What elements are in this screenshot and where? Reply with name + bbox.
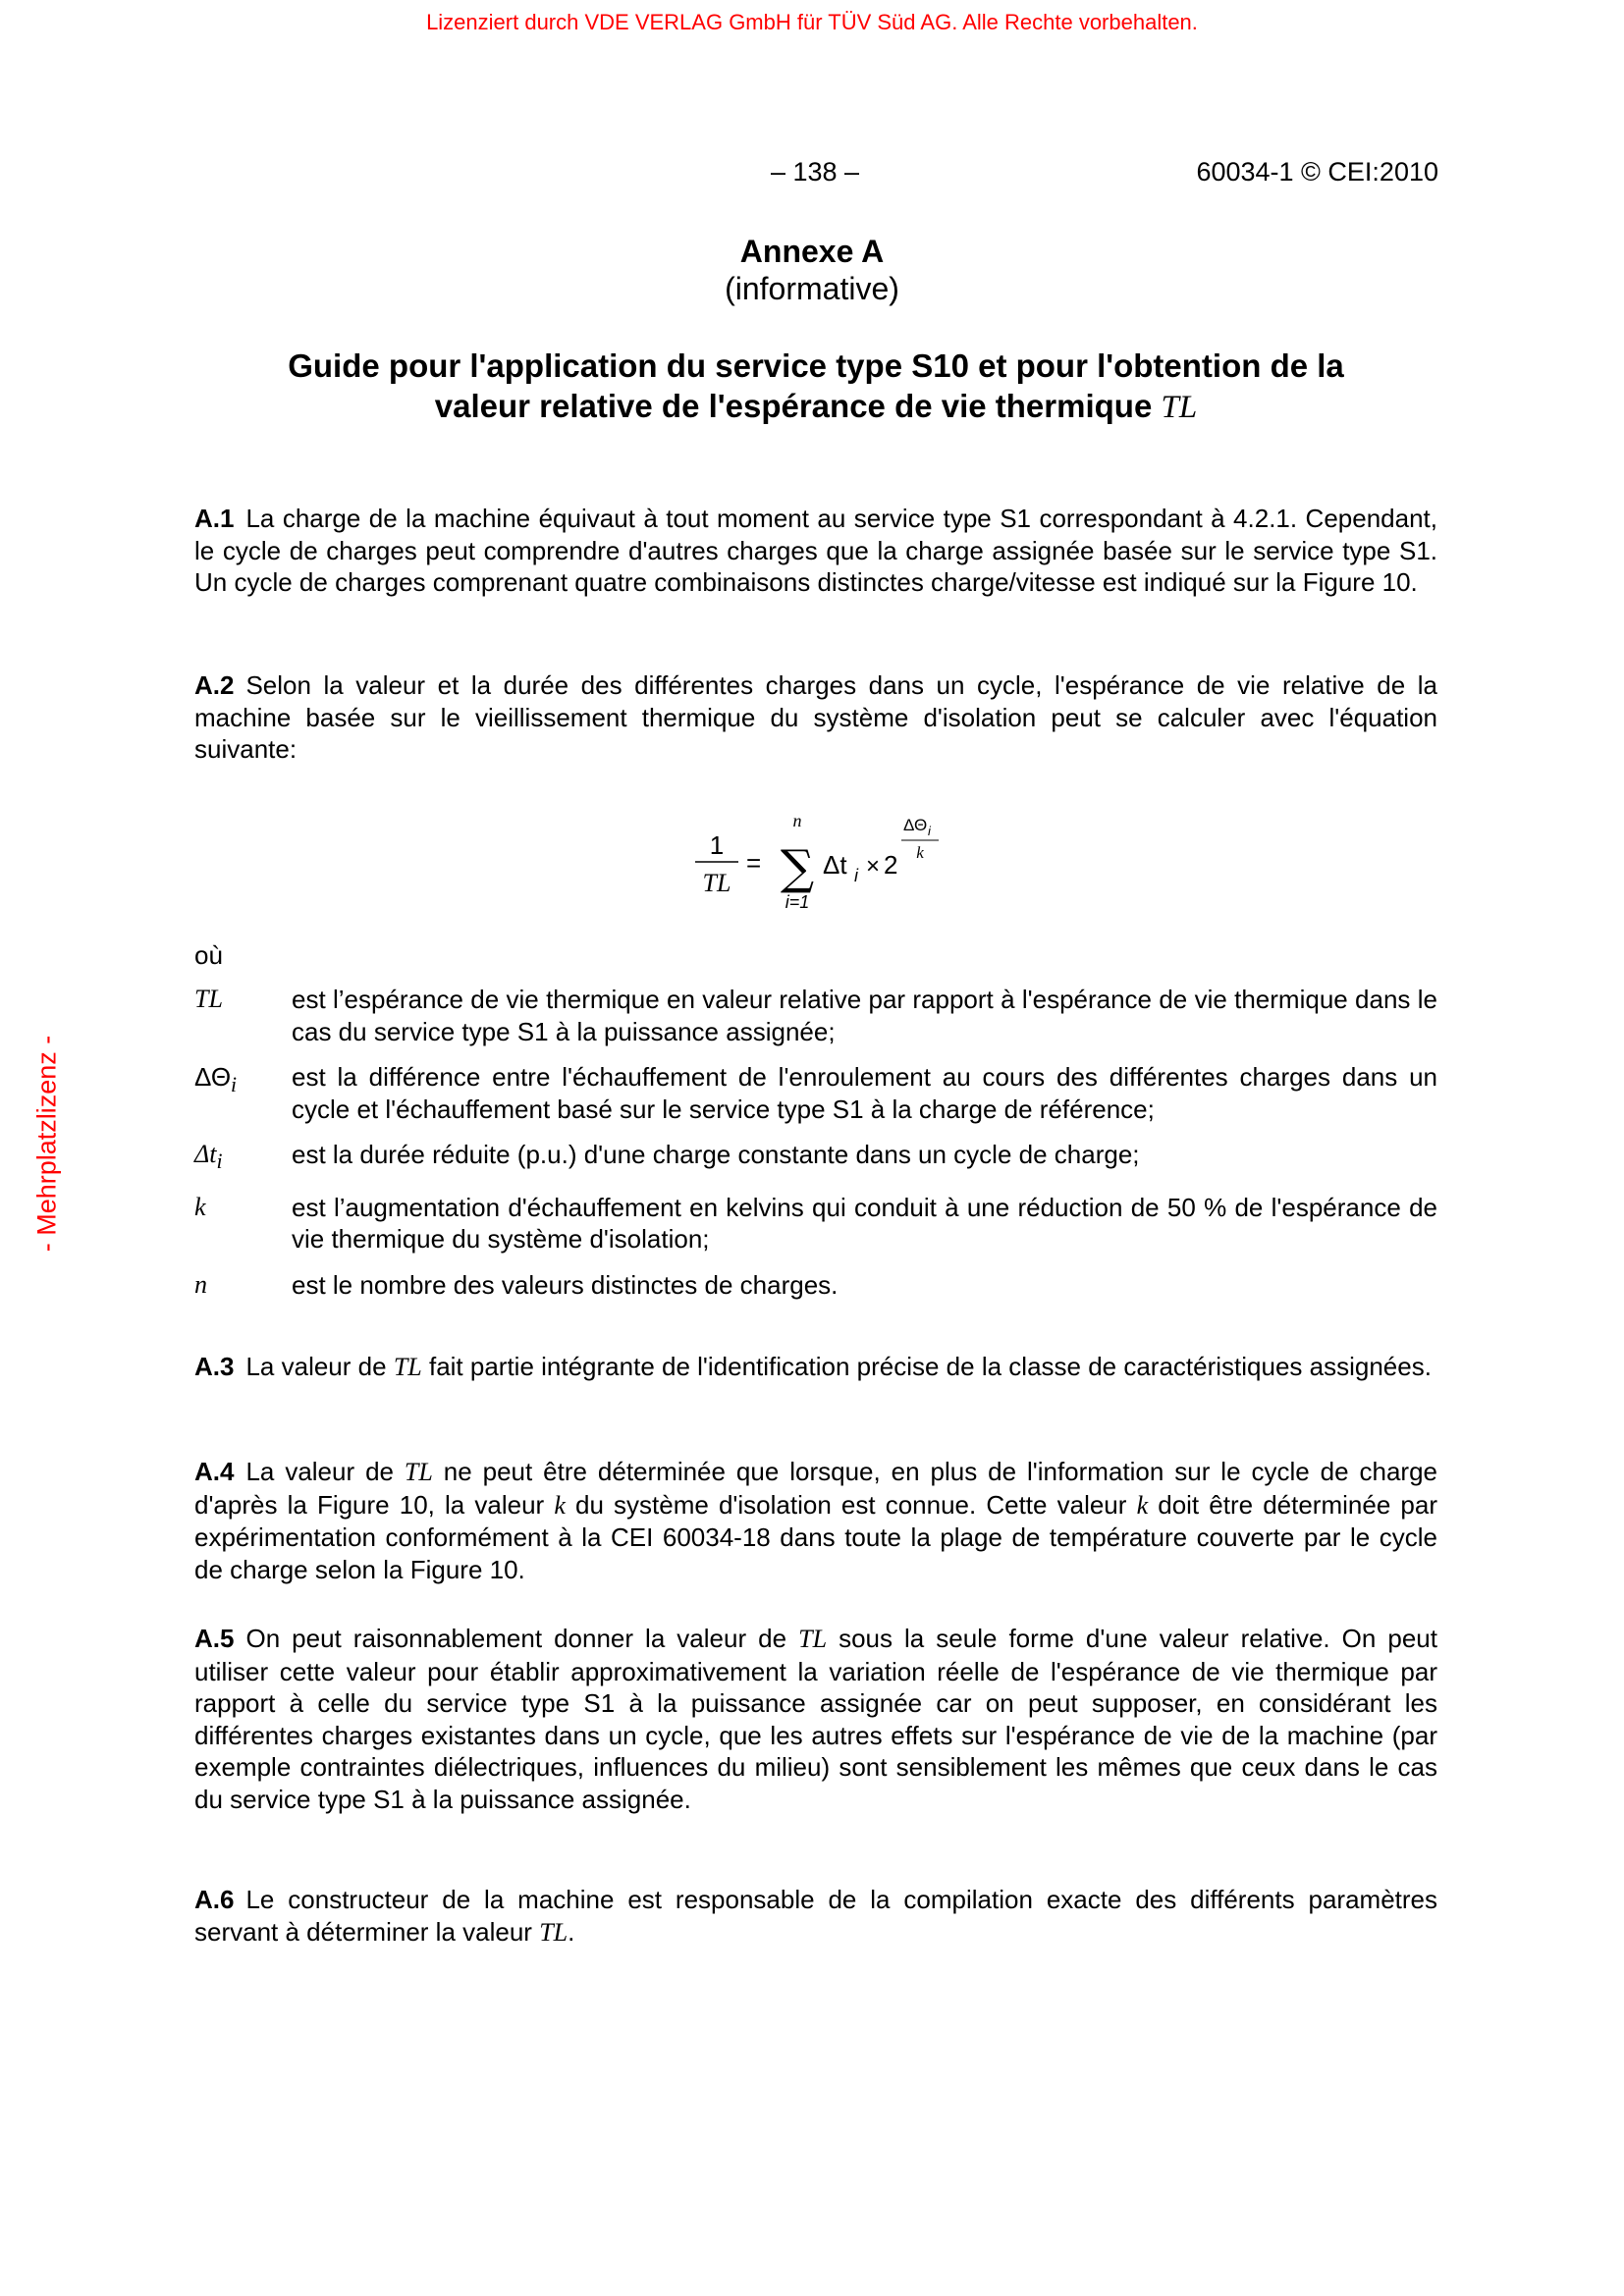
heading-line-1: Guide pour l'application du service type S10 et pour l'obtention de la — [288, 347, 1344, 384]
definition-item — [194, 1269, 1437, 1302]
delta-t-subscript: i — [854, 866, 858, 885]
fraction-denominator: TL — [702, 869, 731, 897]
license-watermark: Lizenziert durch VDE VERLAG GmbH für TÜV Süd AG. Alle Rechte vorbehalten. — [426, 10, 1198, 34]
tl-symbol: TL — [393, 1353, 422, 1381]
annex-heading — [194, 346, 1437, 428]
k-symbol: k — [554, 1490, 566, 1520]
heading-symbol: TL — [1161, 390, 1198, 425]
summation-sign: ∑ — [780, 840, 815, 895]
definition-item — [194, 984, 1437, 1047]
clause-number: A.5 — [194, 1624, 235, 1653]
paragraph-a1 — [194, 503, 1437, 599]
tl-symbol: TL — [539, 1917, 568, 1947]
times-sign: × — [866, 853, 881, 880]
where-label: où — [194, 940, 223, 970]
definition-text: est l’espérance de vie thermique en valeur relative par rapport à l'espérance de vie thermique dans le cas du service type S1 à la puissance assignée; — [292, 985, 1437, 1046]
annex-title: Annexe A — [739, 234, 885, 269]
sum-lower-limit: i=1 — [785, 892, 810, 912]
definition-symbol: n — [194, 1269, 207, 1299]
thermal-life-equation — [687, 805, 962, 923]
definition-text: est le nombre des valeurs distinctes de charges. — [292, 1269, 839, 1300]
tl-symbol: TL — [798, 1625, 828, 1653]
definition-item — [194, 1192, 1437, 1255]
fraction-numerator: 1 — [709, 830, 725, 860]
clause-number: A.2 — [194, 670, 235, 700]
paragraph-a2 — [194, 669, 1437, 766]
sum-upper-limit: n — [792, 811, 802, 830]
paragraph-text: Selon la valeur et la durée des différentes charges dans un cycle, l'espérance de vie relative de la machine basée sur le vieillissement thermique du système d'isolation peut se calculer avec l'équation suivante: — [194, 670, 1437, 764]
tl-symbol: TL — [404, 1458, 433, 1486]
definition-symbol: k — [194, 1192, 206, 1221]
definition-item — [194, 1061, 1437, 1125]
clause-number: A.4 — [194, 1457, 235, 1486]
standard-reference: 60034-1 © CEI:2010 — [1196, 157, 1438, 187]
definition-text: est la différence entre l'échauffement de l'enroulement au cours des différentes charges dans un cycle et l'échauffement basé sur le service type S1 à la charge de référence; — [292, 1062, 1437, 1124]
definition-symbol: TL — [194, 985, 223, 1013]
paragraph-a5: A.5 On peut raisonnablement donner la valeur de TL sous la seule forme d'une valeur relative. On peut utiliser cette valeur pour établir approximativement la variation réelle de l'espérance de vie thermique par rapport à celle du service type S1 à la puissance assignée car on peut supposer, en considérant les différentes charges existantes dans un cycle, que les autres effets sur l'espérance de vie de la machine (par exemple contraintes diélectriques, influences du milieu) sont sensiblement les mêmes que ceux dans le cas du service type S1 à la puissance assignée. — [194, 1624, 1437, 1814]
exponent-denominator: k — [916, 843, 924, 862]
k-symbol: k — [1136, 1490, 1149, 1520]
definitions-list — [194, 984, 1437, 1314]
delta-t-term: Δt — [823, 850, 847, 880]
exponent-base: 2 — [884, 850, 898, 880]
page-number: – 138 – — [770, 157, 860, 187]
clause-number: A.1 — [194, 504, 235, 533]
definition-symbol: $\Delta\Theta_i$ — [194, 1062, 238, 1097]
paragraph-a4: A.4 La valeur de TL ne peut être déterminée que lorsque, en plus de l'information sur le cycle de charge d'après la Figure 10, la valeur k du système d'isolation est connue. Cette valeur k doit être déterminée par expérimentation conformément à la CEI 60034-18 dans toute la plage de température couverte par le cycle de charge selon la Figure 10. — [194, 1457, 1437, 1584]
definition-text: est l’augmentation d'échauffement en kelvins qui conduit à une réduction de 50 % de l'espérance de vie thermique du système d'isolation; — [292, 1192, 1437, 1255]
paragraph-text: La charge de la machine équivaut à tout moment au service type S1 correspondant à 4.2.1. Cependant, le cycle de charges peut comprendre d'autres charges que la charge assignée basée sur le service type S1. Un cycle de charges comprenant quatre combinaisons distinctes charge/vitesse est indiqué sur la Figure 10. — [194, 504, 1437, 597]
definition-item — [194, 1139, 1437, 1178]
heading-line-2: valeur relative de l'espérance de vie thermique — [434, 388, 1153, 424]
paragraph-a6: A.6 Le constructeur de la machine est responsable de la compilation exacte des différents paramètres servant à déterminer la valeur TL. — [194, 1885, 1437, 1947]
side-license-watermark: - Mehrplatzlizenz - — [31, 1035, 62, 1253]
clause-number: A.3 — [194, 1352, 235, 1381]
exponent-numerator-subscript: i — [928, 824, 931, 838]
definition-text: est la durée réduite (p.u.) d'une charge constante dans un cycle de charge; — [292, 1140, 1140, 1169]
equals-sign: = — [746, 848, 762, 878]
paragraph-a3: A.3 La valeur de TL fait partie intégrante de l'identification précise de la classe de caractéristiques assignées. — [194, 1352, 1432, 1381]
exponent-numerator: ΔΘ — [903, 816, 928, 834]
annex-subtitle: (informative) — [725, 271, 899, 306]
definition-symbol: $\Delta t_i$ — [194, 1140, 223, 1174]
clause-number: A.6 — [194, 1885, 235, 1914]
